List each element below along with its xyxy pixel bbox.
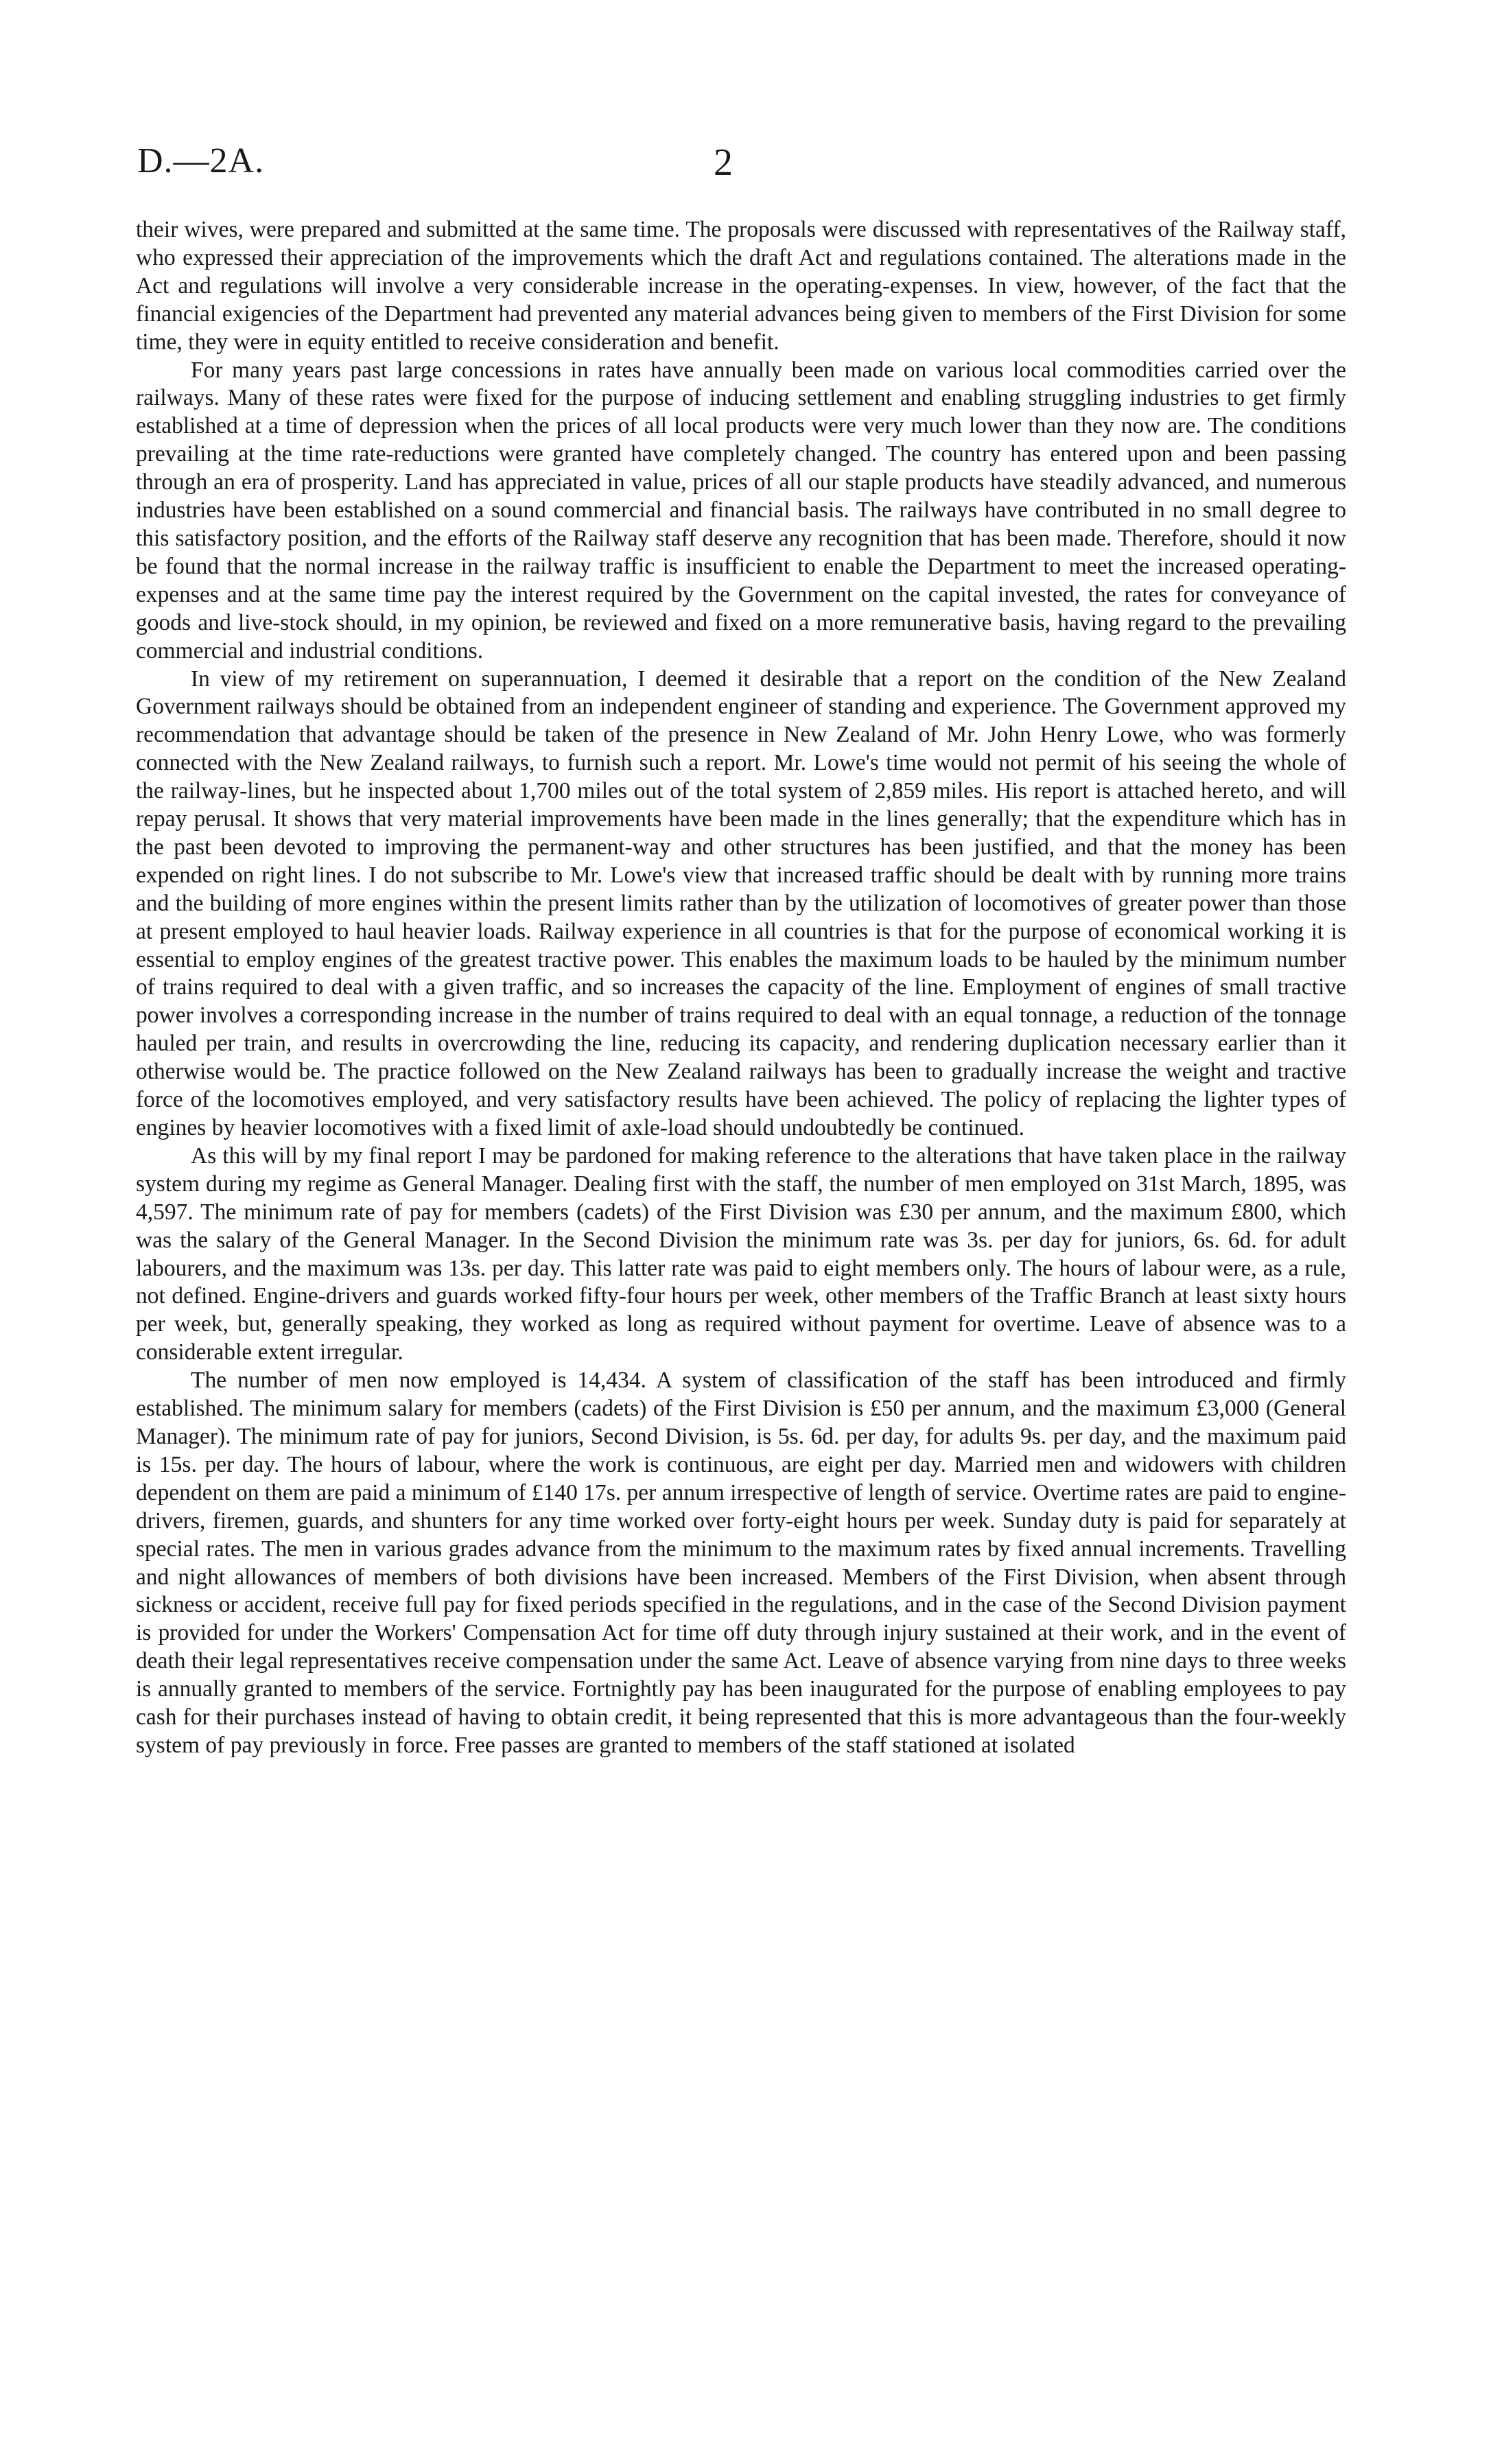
paragraph-lowe-report: In view of my retirement on superannuation, I deemed it desirable that a report on the condition of the New Zealand Government railways should be obtained from an independent engineer of standing and experience. The Government approved my recommendation that advantage should be taken of the presence in New Zealand of Mr. John Henry Lowe, who was formerly connected with the New Zealand railways, to furnish such a report. Mr. Lowe's time would not permit of his seeing the whole of the railway-lines, but he inspected about 1,700 miles out of the total system of 2,859 miles. His report is attached hereto, and will repay perusal. It shows that very material improvements have been made in the lines generally; that the expenditure which has in the past been devoted to improving the permanent-way and other structures has been justified, and that the money has been expended on right lines. I do not subscribe to Mr. Lowe's view that increased traffic should be dealt with by running more trains and the building of more engines within the present limits rather than by the utilization of locomotives of greater power than those at present employed to haul heavier loads. Railway experience in all countries is that for the purpose of economical working it is essential to employ engines of the greatest tractive power. This enables the maximum loads to be hauled by the minimum number of trains required to deal with a given traffic, and so increases the capacity of the line. Employment of engines of small tractive power involves a corresponding increase in the number of trains required to deal with an equal tonnage, a reduction of the tonnage hauled per train, and results in overcrowding the line, reducing its capacity, and rendering duplication necessary earlier than it otherwise would be. The practice followed on the New Zealand railways has been to gradually increase the weight and tractive force of the locomotives employed, and very satisfactory results have been achieved. The policy of replacing the lighter types of engines by heavier locomotives with a fixed limit of axle-load should undoubtedly be continued. xyxy=(136,666,1346,1140)
page-number: 2 xyxy=(714,141,733,184)
page-header xyxy=(137,141,1352,189)
paragraph-rates: For many years past large concessions in rates have annually been made on various local commodities carried over the railways. Many of these rates were fixed for the purpose of inducing settlement and enabling struggling industries to get firmly established at a time of depression when the prices of all local products were very much lower than they now are. The conditions prevailing at the time rate-reductions were granted have completely changed. The country has entered upon and been passing through an era of prosperity. Land has appreciated in value, prices of all our staple products have steadily advanced, and numerous industries have been established on a sound commercial and financial basis. The railways have contributed in no small degree to this satisfactory position, and the efforts of the Railway staff deserve any recognition that has been made. Therefore, should it now be found that the normal increase in the railway traffic is insufficient to enable the Department to meet the increased operating-expenses and at the same time pay the interest required by the Government on the capital invested, the rates for conveyance of goods and live-stock should, in my opinion, be reviewed and fixed on a more remunerative basis, having regard to the prevailing commercial and industrial conditions. xyxy=(136,357,1346,664)
document-reference: D.—2A. xyxy=(137,141,265,180)
body-text xyxy=(136,216,1346,1760)
paragraph-staff-now: The number of men now employed is 14,434. A system of classification of the staff has been introduced and firmly established. The minimum salary for members (cadets) of the First Division is £50 per annum, and the maximum £3,000 (General Manager). The minimum rate of pay for juniors, Second Division, is 5s. 6d. per day, for adults 9s. per day, and the maximum paid is 15s. per day. The hours of labour, where the work is continuous, are eight per day. Married men and widowers with children dependent on them are paid a minimum of £140 17s. per annum irrespective of length of service. Overtime rates are paid to engine-drivers, firemen, guards, and shunters for any time worked over forty-eight hours per week. Sunday duty is paid for separately at special rates. The men in various grades advance from the minimum to the maximum rates by fixed annual increments. Travelling and night allowances of members of both divisions have been increased. Members of the First Division, when absent through sickness or accident, receive full pay for fixed periods specified in the regulations, and in the case of the Second Division payment is provided for under the Workers' Compensation Act for time off duty through injury sustained at their work, and in the event of death their legal representatives receive compensation under the same Act. Leave of absence varying from nine days to three weeks is annually granted to members of the service. Fortnightly pay has been inaugurated for the purpose of enabling employees to pay cash for their purchases instead of having to obtain credit, it being represented that this is more advantageous than the four-weekly system of pay previously in force. Free passes are granted to members of the staff stationed at isolated xyxy=(136,1368,1346,1758)
paragraph-staff-1895: As this will by my final report I may be pardoned for making reference to the alterations that have taken place in the railway system during my regime as General Manager. Dealing first with the staff, the number of men employed on 31st March, 1895, was 4,597. The minimum rate of pay for members (cadets) of the First Division was £30 per annum, and the maximum £800, which was the salary of the General Manager. In the Second Division the minimum rate was 3s. per day for juniors, 6s. 6d. for adult labourers, and the maximum was 13s. per day. This latter rate was paid to eight members only. The hours of labour were, as a rule, not defined. Engine-drivers and guards worked fifty-four hours per week, other members of the Traffic Branch at least sixty hours per week, but, generally speaking, they worked as long as required without payment for overtime. Leave of absence was to a considerable extent irregular. xyxy=(136,1142,1346,1365)
paragraph-continuation: their wives, were prepared and submitted at the same time. The proposals were discussed with representatives of the Railway staff, who expressed their appreciation of the improvements which the draft Act and regulations contained. The alterations made in the Act and regulations will involve a very considerable increase in the operating-expenses. In view, however, of the fact that the financial exigencies of the Department had prevented any material advances being given to members of the First Division for some time, they were in equity entitled to receive consideration and benefit. xyxy=(136,217,1346,355)
